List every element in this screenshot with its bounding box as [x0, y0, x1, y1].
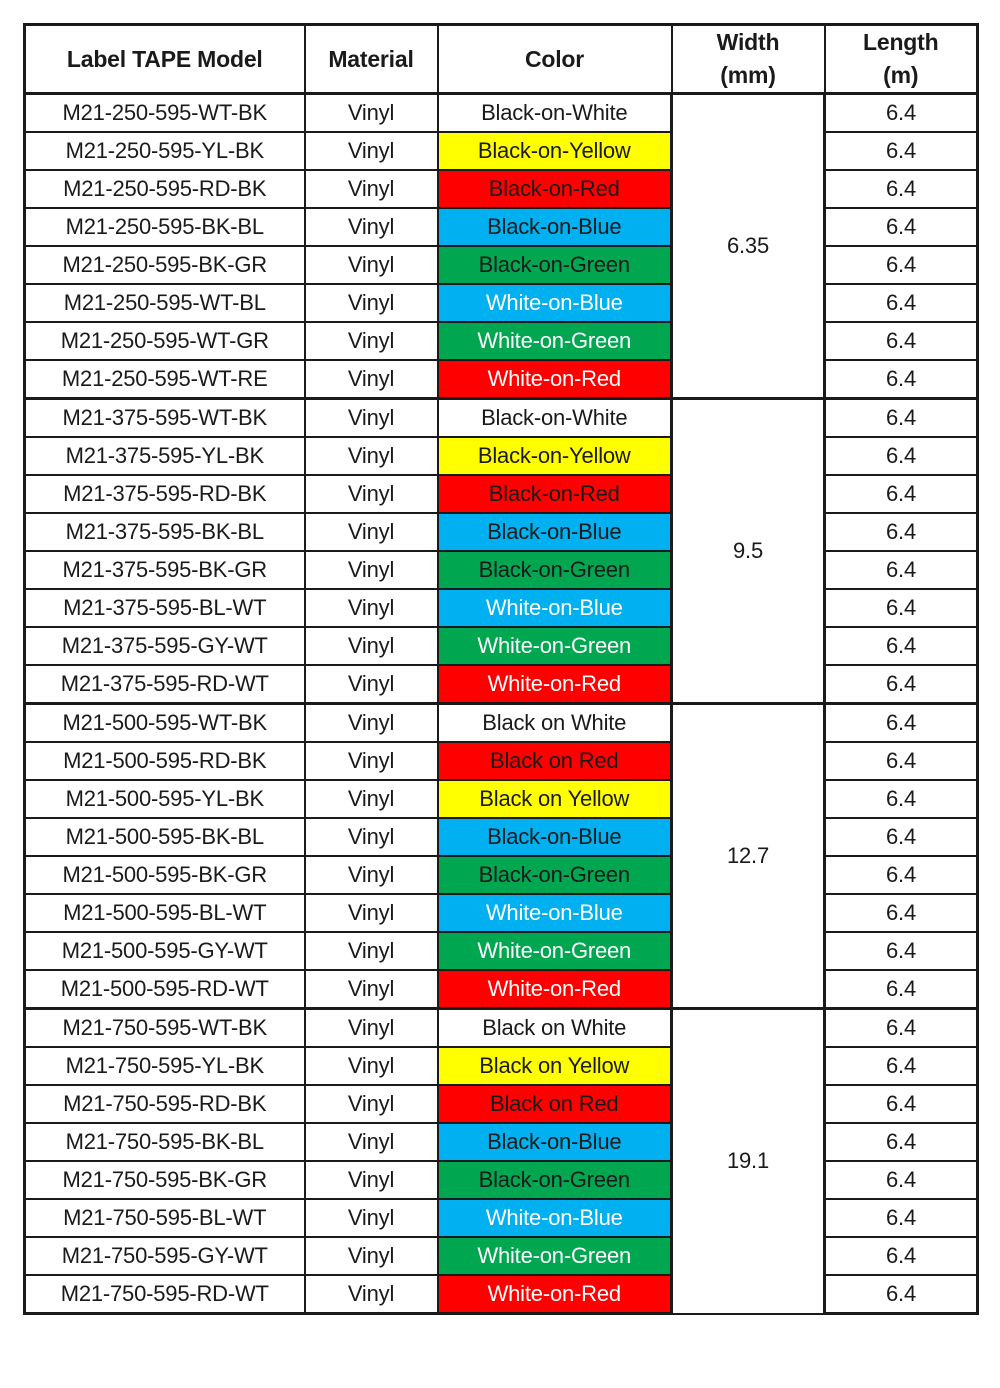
length-cell: 6.4 [825, 970, 978, 1009]
table-row [25, 1199, 978, 1237]
width-cell: 9.5 [672, 399, 825, 704]
color-cell: Black-on-Yellow [438, 132, 672, 170]
length-cell: 6.4 [825, 1123, 978, 1161]
color-cell: White-on-Red [438, 665, 672, 704]
material-cell: Vinyl [305, 742, 438, 780]
material-cell: Vinyl [305, 475, 438, 513]
length-cell: 6.4 [825, 399, 978, 438]
model-cell: M21-375-595-GY-WT [25, 627, 305, 665]
material-cell: Vinyl [305, 1161, 438, 1199]
header-length [825, 25, 978, 94]
color-cell: White-on-Green [438, 1237, 672, 1275]
length-cell: 6.4 [825, 208, 978, 246]
model-cell: M21-500-595-WT-BK [25, 704, 305, 743]
table-row [25, 513, 978, 551]
model-cell: M21-250-595-WT-BL [25, 284, 305, 322]
color-cell: Black on White [438, 1009, 672, 1048]
color-cell: Black-on-Red [438, 170, 672, 208]
material-cell: Vinyl [305, 1199, 438, 1237]
color-cell: Black-on-Green [438, 246, 672, 284]
material-cell: Vinyl [305, 551, 438, 589]
material-cell: Vinyl [305, 780, 438, 818]
table-row [25, 475, 978, 513]
tape-spec-table [23, 23, 979, 1315]
length-cell: 6.4 [825, 932, 978, 970]
length-cell: 6.4 [825, 170, 978, 208]
color-cell: Black-on-White [438, 94, 672, 133]
table-header [25, 25, 978, 94]
table-row [25, 551, 978, 589]
model-cell: M21-750-595-GY-WT [25, 1237, 305, 1275]
material-cell: Vinyl [305, 704, 438, 743]
model-cell: M21-375-595-RD-WT [25, 665, 305, 704]
table-row [25, 856, 978, 894]
header-color: Color [438, 25, 672, 94]
material-cell: Vinyl [305, 894, 438, 932]
model-cell: M21-250-595-WT-GR [25, 322, 305, 360]
color-cell: Black-on-Green [438, 1161, 672, 1199]
color-cell: Black on Red [438, 742, 672, 780]
header-width-unit: (mm) [720, 62, 776, 88]
width-cell: 12.7 [672, 704, 825, 1009]
model-cell: M21-750-595-YL-BK [25, 1047, 305, 1085]
material-cell: Vinyl [305, 856, 438, 894]
material-cell: Vinyl [305, 1009, 438, 1048]
length-cell: 6.4 [825, 1237, 978, 1275]
color-cell: Black-on-Green [438, 856, 672, 894]
table-row [25, 894, 978, 932]
length-cell: 6.4 [825, 475, 978, 513]
header-length-label: Length [863, 29, 939, 55]
length-cell: 6.4 [825, 780, 978, 818]
color-cell: Black-on-Green [438, 551, 672, 589]
material-cell: Vinyl [305, 170, 438, 208]
color-cell: Black on White [438, 704, 672, 743]
table-row [25, 627, 978, 665]
header-width-label: Width [716, 29, 780, 55]
material-cell: Vinyl [305, 360, 438, 399]
color-cell: Black-on-Blue [438, 818, 672, 856]
length-cell: 6.4 [825, 894, 978, 932]
length-cell: 6.4 [825, 1047, 978, 1085]
color-cell: Black-on-Blue [438, 513, 672, 551]
model-cell: M21-500-595-RD-WT [25, 970, 305, 1009]
model-cell: M21-250-595-RD-BK [25, 170, 305, 208]
material-cell: Vinyl [305, 132, 438, 170]
table-row [25, 818, 978, 856]
header-model: Label TAPE Model [25, 25, 305, 94]
model-cell: M21-500-595-BL-WT [25, 894, 305, 932]
table-row [25, 399, 978, 438]
table-row [25, 1275, 978, 1314]
length-cell: 6.4 [825, 132, 978, 170]
material-cell: Vinyl [305, 1275, 438, 1314]
material-cell: Vinyl [305, 513, 438, 551]
color-cell: White-on-Green [438, 627, 672, 665]
material-cell: Vinyl [305, 284, 438, 322]
table-row [25, 970, 978, 1009]
table-row [25, 208, 978, 246]
table-row [25, 1047, 978, 1085]
table-row [25, 170, 978, 208]
length-cell: 6.4 [825, 1009, 978, 1048]
color-cell: Black-on-Blue [438, 1123, 672, 1161]
length-cell: 6.4 [825, 246, 978, 284]
length-cell: 6.4 [825, 1161, 978, 1199]
material-cell: Vinyl [305, 1047, 438, 1085]
length-cell: 6.4 [825, 627, 978, 665]
length-cell: 6.4 [825, 1199, 978, 1237]
header-material: Material [305, 25, 438, 94]
model-cell: M21-750-595-BL-WT [25, 1199, 305, 1237]
color-cell: White-on-Blue [438, 284, 672, 322]
header-width [672, 25, 825, 94]
length-cell: 6.4 [825, 437, 978, 475]
color-cell: White-on-Red [438, 1275, 672, 1314]
length-cell: 6.4 [825, 284, 978, 322]
color-cell: Black-on-White [438, 399, 672, 438]
length-cell: 6.4 [825, 322, 978, 360]
model-cell: M21-500-595-YL-BK [25, 780, 305, 818]
width-cell: 6.35 [672, 94, 825, 399]
length-cell: 6.4 [825, 589, 978, 627]
color-cell: White-on-Red [438, 970, 672, 1009]
length-cell: 6.4 [825, 1085, 978, 1123]
table-row [25, 589, 978, 627]
material-cell: Vinyl [305, 818, 438, 856]
model-cell: M21-250-595-YL-BK [25, 132, 305, 170]
table-row [25, 1237, 978, 1275]
length-cell: 6.4 [825, 513, 978, 551]
material-cell: Vinyl [305, 437, 438, 475]
model-cell: M21-500-595-BK-BL [25, 818, 305, 856]
model-cell: M21-375-595-YL-BK [25, 437, 305, 475]
color-cell: Black on Yellow [438, 780, 672, 818]
model-cell: M21-500-595-GY-WT [25, 932, 305, 970]
length-cell: 6.4 [825, 360, 978, 399]
model-cell: M21-250-595-BK-GR [25, 246, 305, 284]
color-cell: White-on-Blue [438, 894, 672, 932]
material-cell: Vinyl [305, 322, 438, 360]
length-cell: 6.4 [825, 94, 978, 133]
material-cell: Vinyl [305, 627, 438, 665]
table-row [25, 704, 978, 743]
table-row [25, 780, 978, 818]
table-row [25, 246, 978, 284]
length-cell: 6.4 [825, 742, 978, 780]
table-row [25, 1085, 978, 1123]
table-row [25, 132, 978, 170]
model-cell: M21-250-595-WT-BK [25, 94, 305, 133]
color-cell: White-on-Blue [438, 589, 672, 627]
material-cell: Vinyl [305, 1237, 438, 1275]
length-cell: 6.4 [825, 704, 978, 743]
color-cell: Black-on-Red [438, 475, 672, 513]
model-cell: M21-375-595-BK-GR [25, 551, 305, 589]
model-cell: M21-250-595-WT-RE [25, 360, 305, 399]
color-cell: White-on-Blue [438, 1199, 672, 1237]
color-cell: White-on-Green [438, 322, 672, 360]
table-row [25, 437, 978, 475]
width-cell: 19.1 [672, 1009, 825, 1314]
color-cell: White-on-Green [438, 932, 672, 970]
length-cell: 6.4 [825, 665, 978, 704]
material-cell: Vinyl [305, 1123, 438, 1161]
table-row [25, 1161, 978, 1199]
model-cell: M21-750-595-RD-WT [25, 1275, 305, 1314]
table-row [25, 742, 978, 780]
table-row [25, 322, 978, 360]
model-cell: M21-750-595-BK-GR [25, 1161, 305, 1199]
material-cell: Vinyl [305, 589, 438, 627]
model-cell: M21-250-595-BK-BL [25, 208, 305, 246]
material-cell: Vinyl [305, 1085, 438, 1123]
length-cell: 6.4 [825, 856, 978, 894]
table-row [25, 94, 978, 133]
color-cell: Black on Yellow [438, 1047, 672, 1085]
model-cell: M21-750-595-RD-BK [25, 1085, 305, 1123]
length-cell: 6.4 [825, 818, 978, 856]
color-cell: White-on-Red [438, 360, 672, 399]
model-cell: M21-375-595-BK-BL [25, 513, 305, 551]
length-cell: 6.4 [825, 551, 978, 589]
table-row [25, 932, 978, 970]
model-cell: M21-750-595-BK-BL [25, 1123, 305, 1161]
model-cell: M21-375-595-WT-BK [25, 399, 305, 438]
table-row [25, 360, 978, 399]
model-cell: M21-375-595-BL-WT [25, 589, 305, 627]
model-cell: M21-375-595-RD-BK [25, 475, 305, 513]
table-row [25, 665, 978, 704]
material-cell: Vinyl [305, 94, 438, 133]
table-row [25, 1009, 978, 1048]
model-cell: M21-500-595-BK-GR [25, 856, 305, 894]
material-cell: Vinyl [305, 399, 438, 438]
material-cell: Vinyl [305, 970, 438, 1009]
material-cell: Vinyl [305, 932, 438, 970]
table-row [25, 1123, 978, 1161]
table-body [25, 94, 978, 1314]
table-row [25, 284, 978, 322]
header-row [25, 25, 978, 94]
length-cell: 6.4 [825, 1275, 978, 1314]
material-cell: Vinyl [305, 665, 438, 704]
color-cell: Black on Red [438, 1085, 672, 1123]
material-cell: Vinyl [305, 246, 438, 284]
material-cell: Vinyl [305, 208, 438, 246]
color-cell: Black-on-Blue [438, 208, 672, 246]
header-length-unit: (m) [883, 62, 919, 88]
color-cell: Black-on-Yellow [438, 437, 672, 475]
model-cell: M21-750-595-WT-BK [25, 1009, 305, 1048]
model-cell: M21-500-595-RD-BK [25, 742, 305, 780]
